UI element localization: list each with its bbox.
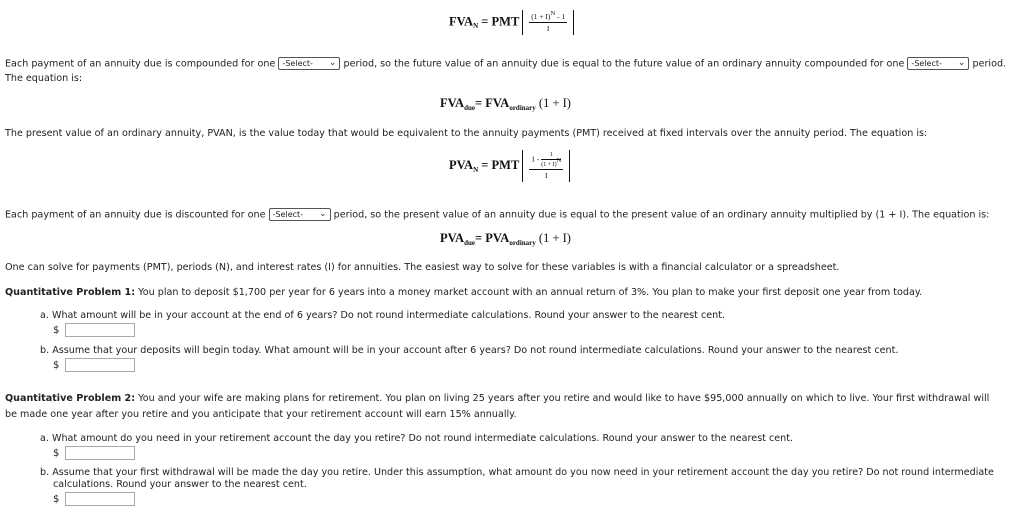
- para-pva: The present value of an ordinary annuity, PVAN, is the value today that would be equivalent to the annuity payments (PMT) received at fixed intervals over the annuity period. The equation is:: [5, 128, 928, 139]
- fva-due-rhs-sub: ordinary: [509, 104, 536, 112]
- problem2-a-answer-row: [53, 446, 135, 460]
- fva-den: I: [546, 24, 550, 33]
- para-fva-due: [5, 57, 1006, 70]
- pva-due-lhs: PVA: [440, 231, 465, 245]
- problem2-b-answer-row: [53, 492, 135, 506]
- pva-due-eq: = PVA: [475, 231, 510, 245]
- problem1-intro: [5, 287, 922, 298]
- select-label: -Select-: [272, 210, 304, 219]
- para-fva-due-part3: period.: [972, 58, 1007, 70]
- problem2-b-input[interactable]: [65, 492, 135, 506]
- fva-due-lhs-sub: due: [464, 104, 475, 112]
- fva-lhs-sub: N: [473, 22, 479, 31]
- chevron-down-icon: ⌄: [957, 58, 966, 68]
- pva-due-select[interactable]: [269, 208, 331, 221]
- pva-due-lhs-sub: due: [464, 239, 475, 247]
- dollar-sign: $: [53, 325, 60, 336]
- select-label: -Select-: [911, 59, 942, 68]
- problem1-b: b. Assume that your deposits will begin today. What amount will be in your account after 6 years? Do not round intermediate calculations. Round your answer to the nearest cent.: [40, 345, 899, 356]
- para-fva-due-part2: period, so the future value of an annuity due is equal to the future value of an ordinary annuity compounded for one: [343, 58, 905, 70]
- pva-lhs: PVA: [449, 157, 474, 172]
- pva-formula: [449, 150, 570, 182]
- fva-num-base: (1 + I): [531, 12, 551, 21]
- fva-lhs: FVA: [449, 14, 474, 29]
- problem1-label: Quantitative Problem 1:: [5, 287, 136, 298]
- problem2-text2: be made one year after you retire and you anticipate that your retirement account will earn 15% annually.: [5, 409, 517, 420]
- pva-inner-den-exp: N: [556, 157, 562, 164]
- problem2-a-input[interactable]: [65, 446, 135, 460]
- problem2-intro: [5, 393, 989, 404]
- fva-due-select-2[interactable]: [907, 57, 969, 70]
- fva-due-eq: = FVA: [475, 96, 510, 110]
- fva-formula: [449, 10, 574, 35]
- para-pva-due-part2: period, so the present value of an annuity due is equal to the present value of an ordinary annuity multiplied by (1 + I). The equation is:: [333, 209, 990, 221]
- para-pva-due-part1: Each payment of an annuity due is discounted for one: [5, 209, 266, 221]
- problem2-label: Quantitative Problem 2:: [5, 393, 136, 404]
- pva-due-rhs-sub: ordinary: [509, 239, 536, 247]
- chevron-down-icon: ⌄: [328, 58, 337, 68]
- dollar-sign: $: [53, 360, 60, 371]
- para-fva-due-part1: Each payment of an annuity due is compounded for one: [5, 58, 276, 70]
- pva-inner-num: 1: [541, 152, 561, 160]
- pva-lhs-sub: N: [473, 165, 479, 174]
- pva-inner-fraction: [541, 152, 561, 168]
- problem1-b-answer-row: [53, 358, 135, 372]
- para-solve: One can solve for payments (PMT), periods (N), and interest rates (I) for annuities. The easiest way to solve for these variables is with a financial calculator or a spreadsheet.: [5, 262, 840, 273]
- chevron-down-icon: ⌄: [319, 209, 327, 219]
- pva-due-formula: [440, 231, 571, 246]
- problem1-a: a. What amount will be in your account at the end of 6 years? Do not round intermediate calculations. Round your answer to the nearest cent.: [40, 310, 726, 321]
- select-label: -Select-: [282, 59, 313, 68]
- fva-due-select-1[interactable]: [278, 57, 340, 70]
- problem2-a: a. What amount do you need in your retirement account the day you retire? Do not round intermediate calculations. Round your answer to the nearest cent.: [40, 433, 794, 444]
- problem1-a-answer-row: [53, 323, 135, 337]
- fva-num-exp: N: [550, 10, 556, 17]
- pva-bracket: [522, 150, 570, 182]
- pva-fraction: [529, 152, 563, 180]
- problem1-text: You plan to deposit $1,700 per year for 6 years into a money market account with an annual return of 3%. You plan to make your first deposit one year from today.: [138, 287, 923, 298]
- problem1-a-input[interactable]: [65, 323, 135, 337]
- fva-bracket: [522, 10, 574, 35]
- problem1-b-input[interactable]: [65, 358, 135, 372]
- fva-due-tail: (1 + I): [538, 96, 571, 110]
- equation-label: The equation is:: [5, 73, 83, 84]
- problem2-b2: calculations. Round your answer to the nearest cent.: [53, 479, 307, 490]
- pva-inner-lead: 1 -: [531, 154, 540, 164]
- fva-fraction: [529, 12, 567, 33]
- fva-due-formula: [440, 96, 571, 111]
- para-pva-due: [5, 208, 989, 221]
- pva-eq: = PMT: [481, 157, 520, 172]
- pva-den: I: [545, 171, 548, 180]
- problem2-b1: b. Assume that your first withdrawal will be made the day you retire. Under this assumption, what amount do you now need in your retirement account the day you retire? Do not round intermediate: [40, 467, 994, 478]
- pva-inner-den-base: (1 + I): [541, 162, 557, 168]
- dollar-sign: $: [53, 494, 60, 505]
- pva-due-tail: (1 + I): [538, 231, 571, 245]
- dollar-sign: $: [53, 448, 60, 459]
- fva-num-tail: - 1: [555, 12, 566, 21]
- fva-due-lhs: FVA: [440, 96, 465, 110]
- problem2-text1: You and your wife are making plans for retirement. You plan on living 25 years after you retire and would like to have $95,000 annually on which to live. Your first withdrawal will: [138, 393, 990, 404]
- fva-eq: = PMT: [481, 14, 520, 29]
